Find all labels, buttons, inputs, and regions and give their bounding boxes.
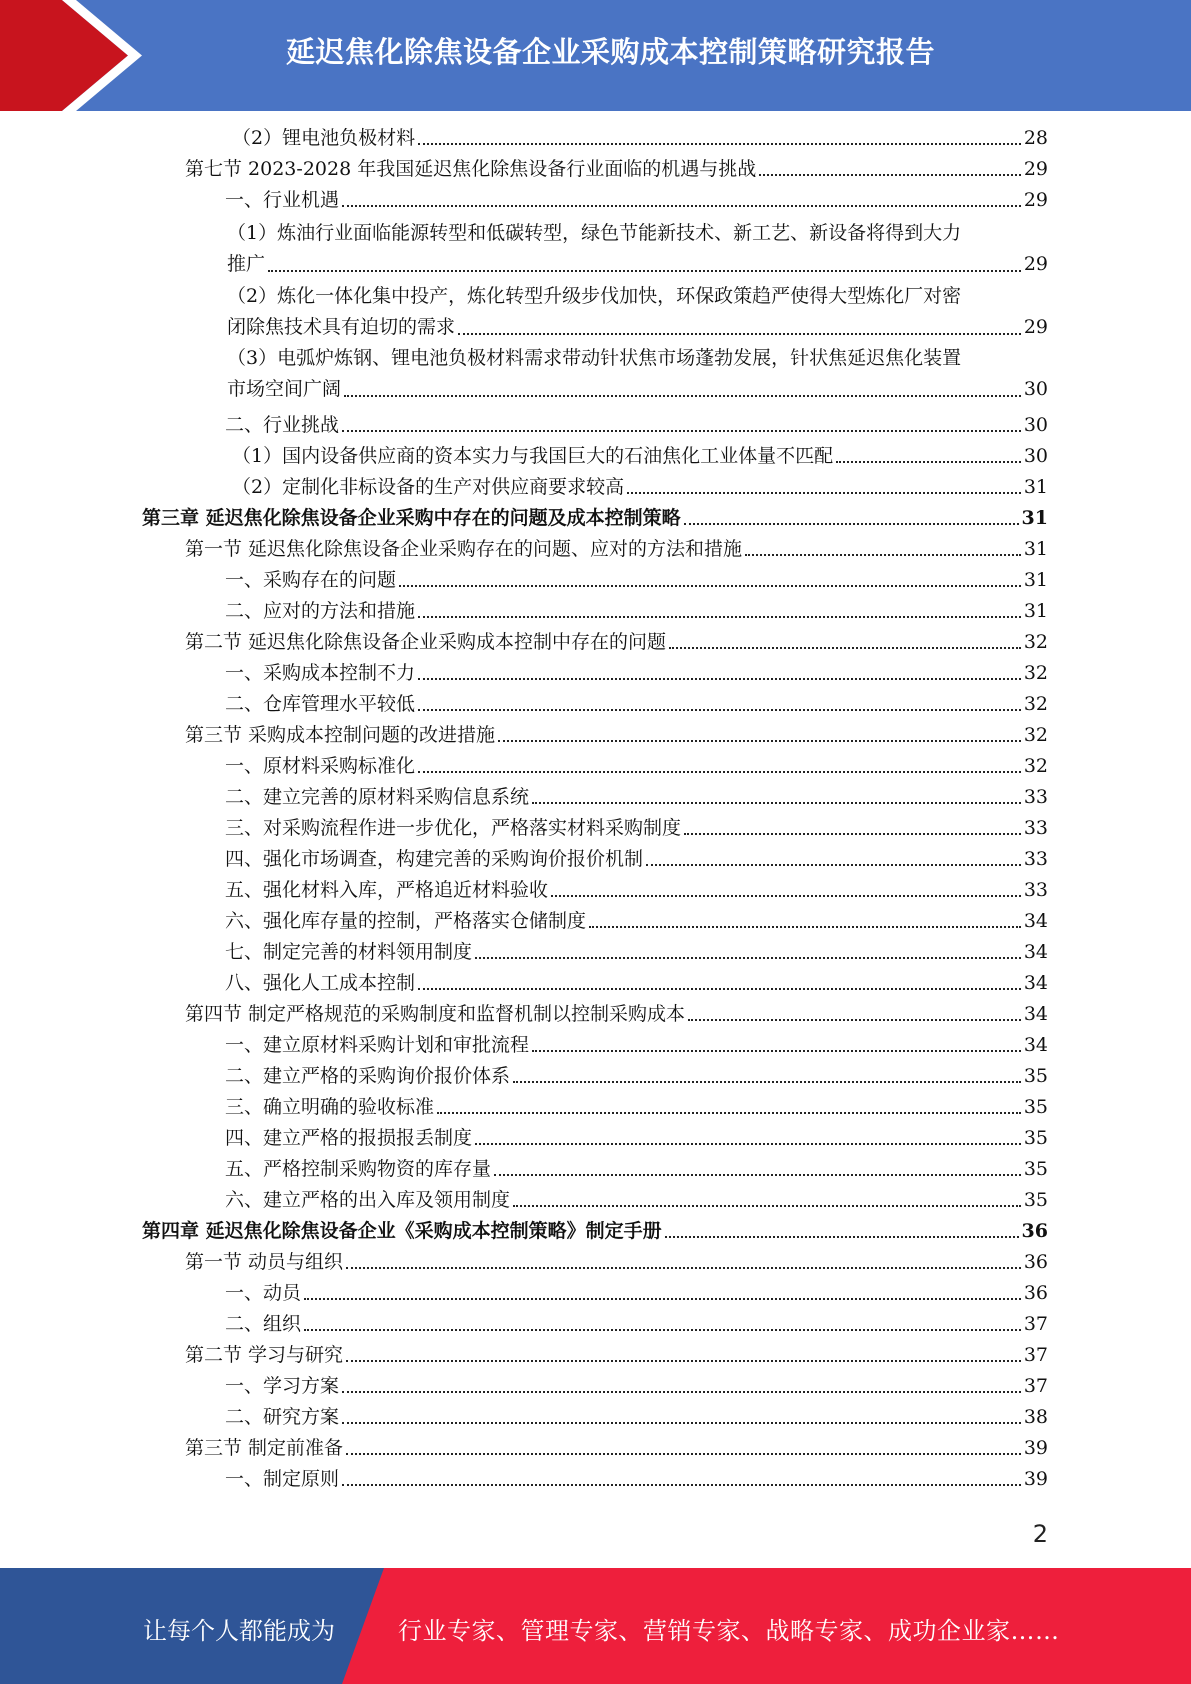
toc-leader-dots [418,771,1021,773]
toc-entry-page: 29 [1023,316,1048,338]
toc-entry-title: 第一节 延迟焦化除焦设备企业采购存在的问题、应对的方法和措施 [185,538,743,560]
toc-entry-title: 第三节 采购成本控制问题的改进措施 [185,724,496,746]
toc-entry-page: 30 [1023,445,1048,467]
toc-entry-page: 39 [1023,1437,1048,1459]
toc-entry-page: 31 [1023,476,1048,498]
toc-entry-title-line2: 闭除焦技术具有迫切的需求 [227,316,456,338]
toc-entry-title: 三、对采购流程作进一步优化，严格落实材料采购制度 [225,817,682,839]
toc-entry-title: 第三节 制定前准备 [185,1437,344,1459]
toc-entry[interactable] [185,537,1048,561]
toc-entry[interactable] [225,1374,1048,1398]
toc-entry[interactable] [225,661,1048,685]
toc-entry-title: 一、制定原则 [225,1468,340,1490]
toc-entry[interactable] [225,878,1048,902]
toc-entry-title: 二、行业挑战 [225,414,340,436]
toc-entry-page: 32 [1023,631,1048,653]
toc-entry-title: 四、建立严格的报损报丢制度 [225,1127,473,1149]
toc-entry-page: 36 [1023,1251,1048,1273]
toc-entry-page: 31 [1023,600,1048,622]
toc-entry-title: 一、原材料采购标准化 [225,755,416,777]
toc-leader-dots [513,1081,1021,1083]
toc-entry[interactable] [225,816,1048,840]
toc-leader-dots [498,740,1021,742]
toc-entry[interactable] [225,1467,1048,1491]
toc-entry[interactable] [225,1157,1048,1181]
toc-entry-page: 32 [1023,755,1048,777]
toc-entry-page: 34 [1023,910,1048,932]
toc-leader-dots [344,395,1021,397]
toc-entry-title: 二、研究方案 [225,1406,340,1428]
toc-entry-page: 36 [1023,1282,1048,1304]
toc-entry[interactable] [225,971,1048,995]
toc-entry-page: 32 [1023,662,1048,684]
toc-leader-dots [346,1453,1021,1455]
toc-entry-multiline[interactable] [227,218,1048,280]
toc-entry-title: 二、应对的方法和措施 [225,600,416,622]
toc-leader-dots [342,430,1021,432]
toc-leader-dots [342,205,1021,207]
toc-leader-dots [759,174,1021,176]
toc-entry[interactable] [225,413,1048,437]
toc-entry-title: 五、强化材料入库，严格追近材料验收 [225,879,549,901]
toc-entry-page: 34 [1023,1003,1048,1025]
toc-entry-page: 31 [1023,538,1048,560]
toc-entry-title: 第四章 延迟焦化除焦设备企业《采购成本控制策略》制定手册 [142,1220,662,1242]
toc-entry-title: 三、确立明确的验收标准 [225,1096,435,1118]
toc-entry-title: 一、采购成本控制不力 [225,662,416,684]
toc-entry-title: 第一节 动员与组织 [185,1251,344,1273]
toc-leader-dots [494,1174,1021,1176]
page-number: 2 [1032,1520,1048,1548]
toc-entry-page: 30 [1023,414,1048,436]
toc-entry-title: 六、强化库存量的控制，严格落实仓储制度 [225,910,587,932]
toc-entry[interactable] [225,1405,1048,1429]
toc-entry[interactable] [232,126,1048,150]
toc-entry-page: 32 [1023,693,1048,715]
toc-entry[interactable] [225,940,1048,964]
toc-entry-page: 31 [1021,507,1048,529]
toc-entry-page: 36 [1021,1220,1048,1242]
toc-leader-dots [304,1329,1021,1331]
toc-entry-title: 二、仓库管理水平较低 [225,693,416,715]
toc-entry-page: 35 [1023,1127,1048,1149]
toc-entry[interactable] [225,692,1048,716]
toc-entry[interactable] [225,1126,1048,1150]
toc-entry-page: 35 [1023,1189,1048,1211]
toc-leader-dots [646,864,1021,866]
toc-entry[interactable] [185,723,1048,747]
toc-entry[interactable] [185,1002,1048,1026]
toc-entry-page: 39 [1023,1468,1048,1490]
toc-entry-title: 七、制定完善的材料领用制度 [225,941,473,963]
toc-entry-page: 35 [1023,1096,1048,1118]
toc-leader-dots [342,1484,1021,1486]
toc-entry-page: 37 [1023,1344,1048,1366]
toc-entry[interactable] [225,785,1048,809]
toc-leader-dots [665,1236,1019,1238]
toc-chapter[interactable] [142,1219,1048,1243]
toc-entry-title: 五、严格控制采购物资的库存量 [225,1158,492,1180]
toc-leader-dots [684,523,1019,525]
toc-leader-dots [346,1360,1021,1362]
toc-entry-title: 第七节 2023-2028 年我国延迟焦化除焦设备行业面临的机遇与挑战 [185,158,757,180]
toc-entry[interactable] [225,1312,1048,1336]
toc-entry[interactable] [225,847,1048,871]
toc-entry-title: （2）定制化非标设备的生产对供应商要求较高 [232,476,625,498]
toc-entry[interactable] [225,1188,1048,1212]
toc-entry[interactable] [225,754,1048,778]
toc-entry-title: 第四节 制定严格规范的采购制度和监督机制以控制采购成本 [185,1003,686,1025]
toc-entry-title: 第三章 延迟焦化除焦设备企业采购中存在的问题及成本控制策略 [142,507,681,529]
toc-entry-page: 33 [1023,817,1048,839]
toc-entry-page: 34 [1023,972,1048,994]
toc-entry-page: 29 [1023,189,1048,211]
toc-entry-page: 30 [1023,378,1048,400]
toc-entry-title: 二、建立严格的采购询价报价体系 [225,1065,511,1087]
toc-entry[interactable] [185,630,1048,654]
toc-entry-multiline[interactable] [227,281,1048,343]
toc-entry-title-line2: 市场空间广阔 [227,378,342,400]
toc-leader-dots [304,1298,1021,1300]
toc-leader-dots [688,1019,1021,1021]
toc-entry-title: 八、强化人工成本控制 [225,972,416,994]
toc-leader-dots [513,1205,1021,1207]
toc-leader-dots [418,988,1021,990]
toc-entry-page: 28 [1023,127,1048,149]
toc-entry[interactable] [225,1064,1048,1088]
toc-leader-dots [458,333,1021,335]
toc-entry-title: 第二节 学习与研究 [185,1344,344,1366]
toc-entry-page: 31 [1023,569,1048,591]
toc-leader-dots [627,492,1021,494]
toc-entry-title: 一、建立原材料采购计划和审批流程 [225,1034,530,1056]
toc-entry-title: （2）锂电池负极材料 [232,127,416,149]
toc-entry-page: 32 [1023,724,1048,746]
toc-leader-dots [418,143,1021,145]
toc-entry-title: 六、建立严格的出入库及领用制度 [225,1189,511,1211]
toc-entry[interactable] [185,1250,1048,1274]
toc-leader-dots [342,1422,1021,1424]
toc-entry-page: 37 [1023,1375,1048,1397]
toc-entry[interactable] [225,909,1048,933]
toc-leader-dots [475,957,1021,959]
toc-entry[interactable] [225,1281,1048,1305]
toc-entry-title: 第二节 延迟焦化除焦设备企业采购成本控制中存在的问题 [185,631,667,653]
toc-entry-title-line1: （3）电弧炉炼钢、锂电池负极材料需求带动针状焦市场蓬勃发展，针状焦延迟焦化装置 [227,347,962,369]
toc-chapter[interactable] [142,506,1048,530]
header-red-chevron [0,0,160,111]
toc-leader-dots [418,616,1021,618]
toc-entry-title: 二、组织 [225,1313,302,1335]
toc-entry[interactable] [225,1033,1048,1057]
toc-leader-dots [745,554,1021,556]
toc-entry-page: 34 [1023,1034,1048,1056]
toc-entry[interactable] [225,188,1048,212]
toc-leader-dots [418,678,1021,680]
toc-leader-dots [346,1267,1021,1269]
toc-entry[interactable] [185,1436,1048,1460]
toc-entry-title-line1: （2）炼化一体化集中投产，炼化转型升级步伐加快，环保政策趋严使得大型炼化厂对密 [227,285,962,307]
page-header [0,0,1191,111]
toc-leader-dots [475,1143,1021,1145]
toc-entry[interactable] [185,157,1048,181]
toc-entry[interactable] [232,475,1048,499]
toc-entry-page: 35 [1023,1065,1048,1087]
footer-slogan-right: 行业专家、管理专家、营销专家、战略专家、成功企业家…… [398,1617,1060,1645]
toc-entry-page: 29 [1023,158,1048,180]
toc-leader-dots [684,833,1021,835]
toc-leader-dots [532,802,1021,804]
toc-leader-dots [342,1391,1021,1393]
toc-leader-dots [551,895,1021,897]
toc-entry[interactable] [185,1343,1048,1367]
toc-entry-title-line2: 推广 [227,253,266,275]
footer-slogan-left: 让每个人都能成为 [143,1617,335,1645]
toc-entry-multiline[interactable] [227,343,1048,405]
toc-entry-page: 38 [1023,1406,1048,1428]
toc-entry-title: 一、动员 [225,1282,302,1304]
toc-entry-title: 一、行业机遇 [225,189,340,211]
toc-entry-title: 四、强化市场调查，构建完善的采购询价报价机制 [225,848,644,870]
toc-entry[interactable] [225,1095,1048,1119]
toc-leader-dots [268,270,1021,272]
toc-entry-title: 二、建立完善的原材料采购信息系统 [225,786,530,808]
toc-entry-page: 33 [1023,879,1048,901]
toc-leader-dots [532,1050,1021,1052]
toc-entry-page: 37 [1023,1313,1048,1335]
report-title: 延迟焦化除焦设备企业采购成本控制策略研究报告 [285,34,935,69]
toc-entry-title: 一、采购存在的问题 [225,569,397,591]
toc-leader-dots [836,461,1021,463]
toc-entry[interactable] [225,599,1048,623]
toc-leader-dots [399,585,1021,587]
toc-entry-title-line1: （1）炼油行业面临能源转型和低碳转型，绿色节能新技术、新工艺、新设备将得到大力 [227,222,962,244]
toc-entry-title: 一、学习方案 [225,1375,340,1397]
toc-entry-page: 33 [1023,848,1048,870]
toc-leader-dots [589,926,1021,928]
toc-leader-dots [437,1112,1021,1114]
toc-entry-page: 34 [1023,941,1048,963]
toc-leader-dots [418,709,1021,711]
toc-entry-title: （1）国内设备供应商的资本实力与我国巨大的石油焦化工业体量不匹配 [232,445,834,467]
toc-entry-page: 29 [1023,253,1048,275]
toc-entry[interactable] [225,568,1048,592]
toc-entry-page: 35 [1023,1158,1048,1180]
toc-entry[interactable] [232,444,1048,468]
toc-leader-dots [669,647,1021,649]
toc-entry-page: 33 [1023,786,1048,808]
